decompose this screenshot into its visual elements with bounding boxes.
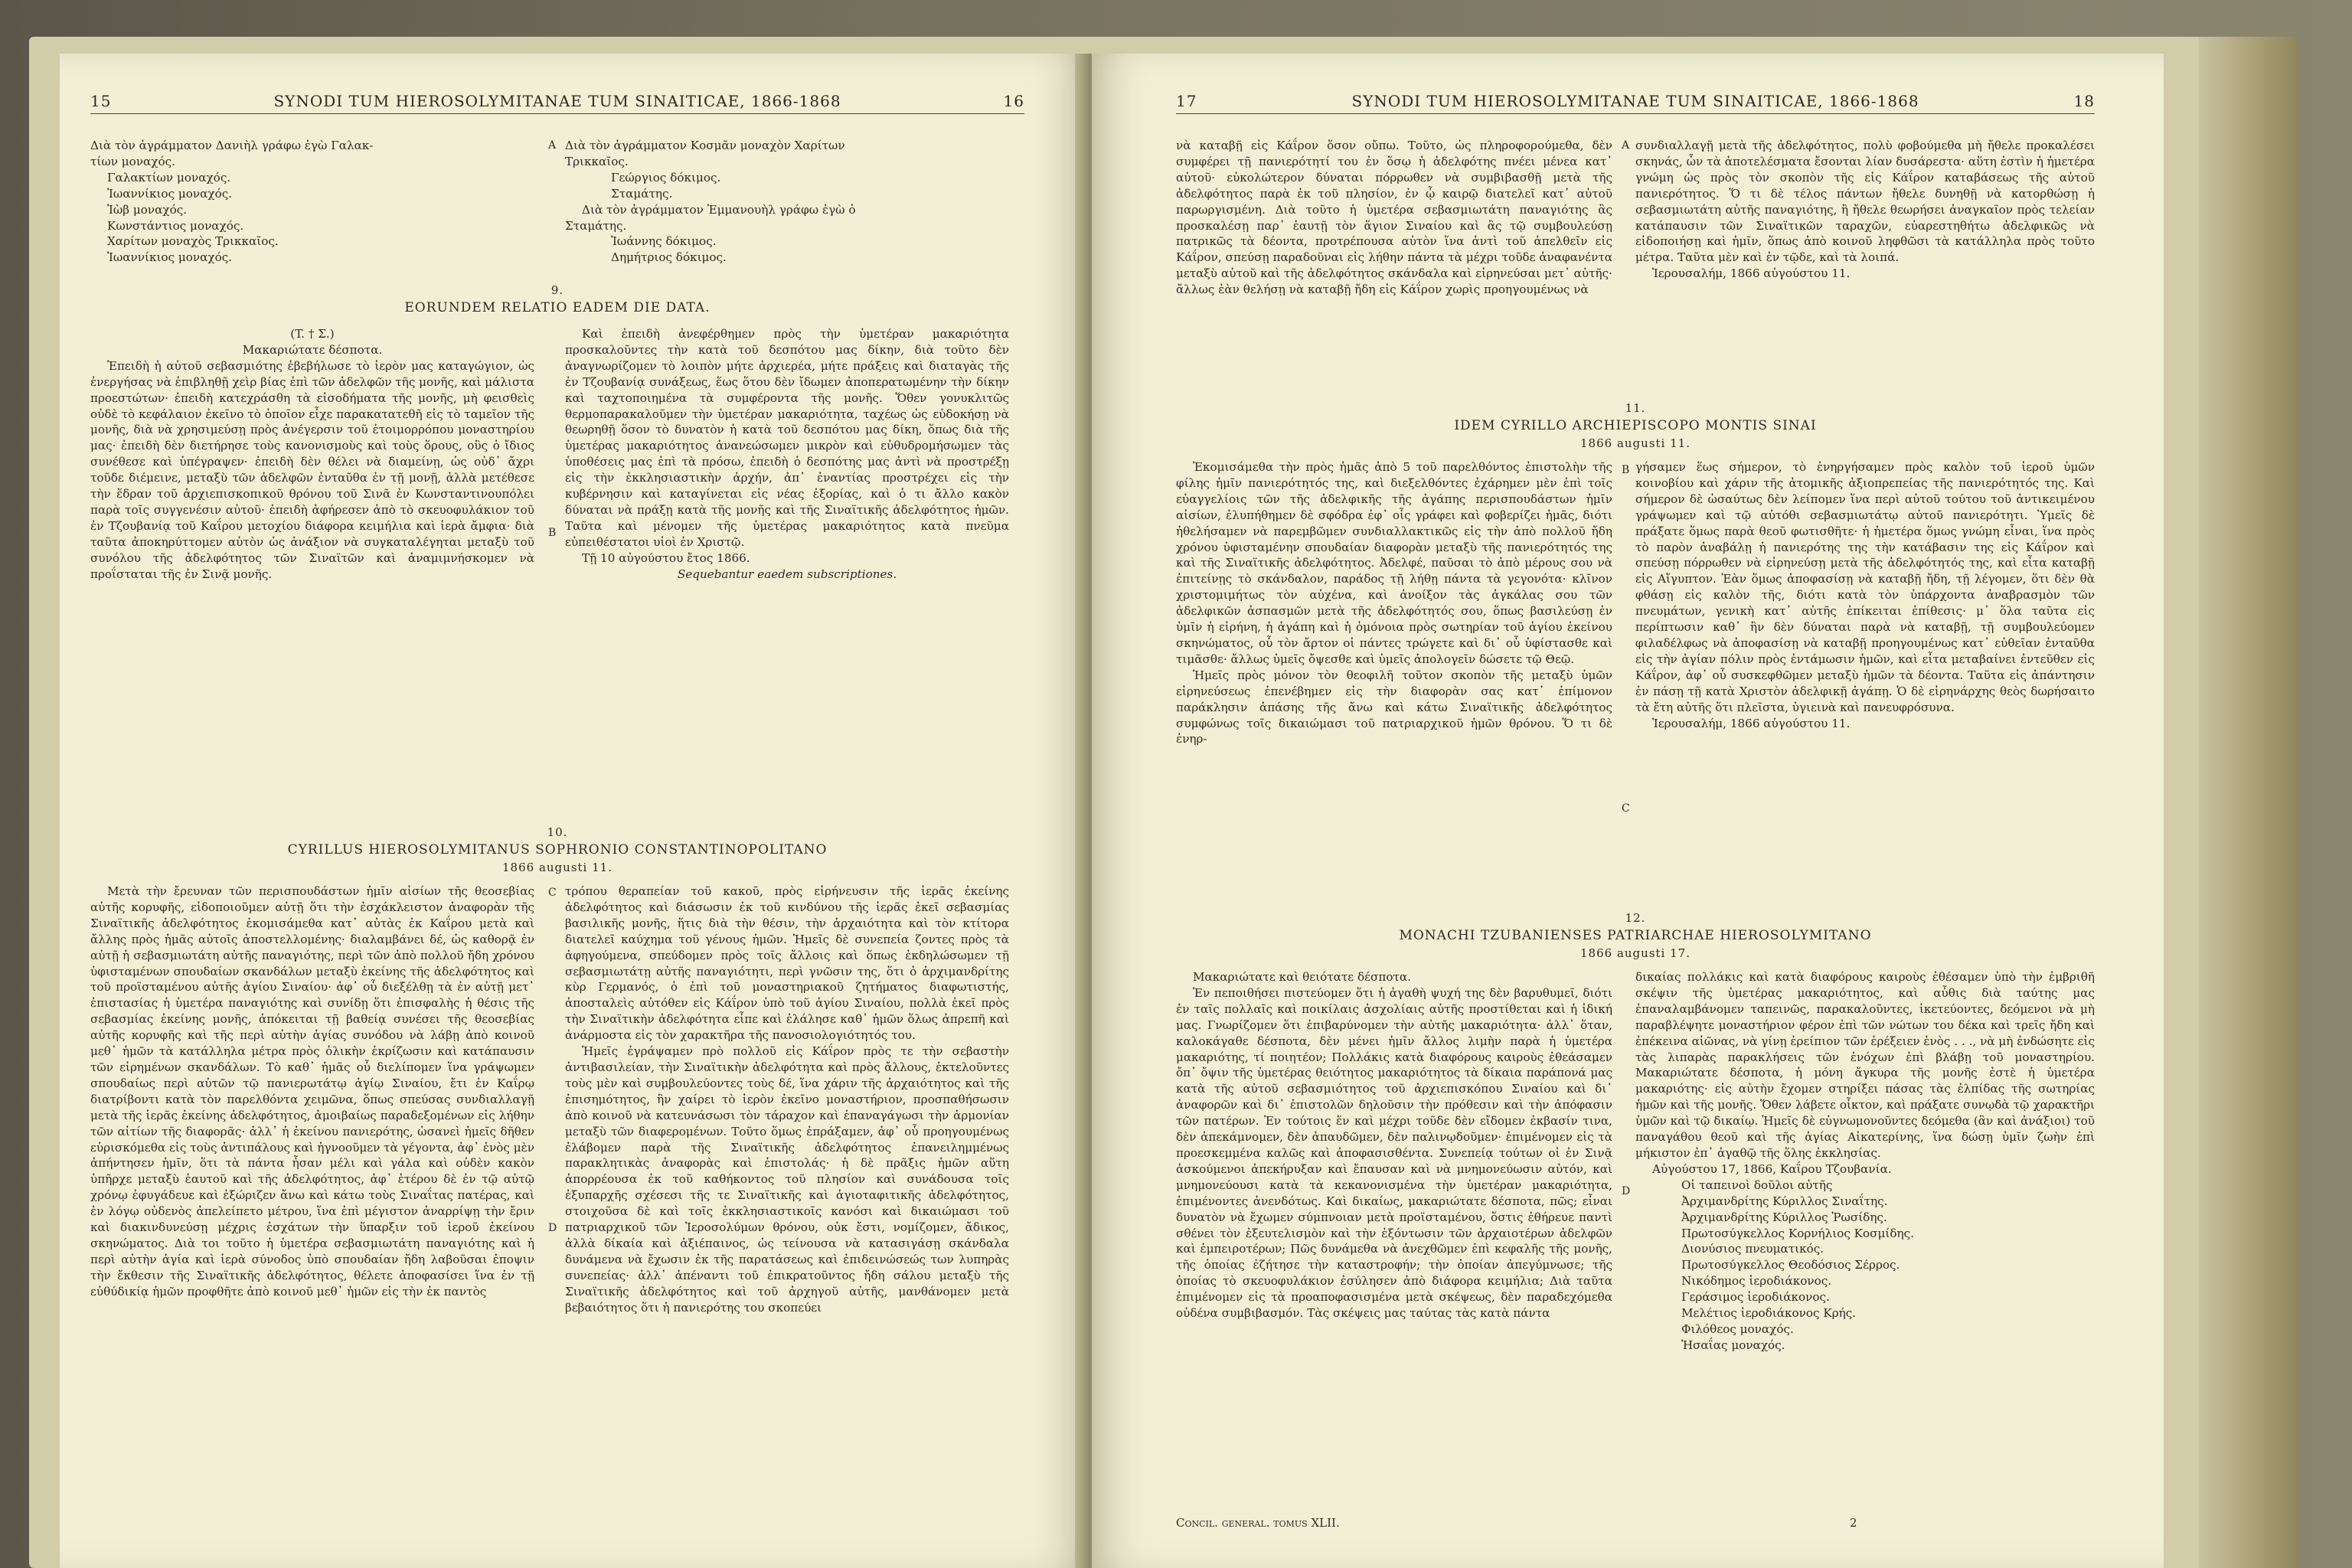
header-rule — [1176, 113, 2095, 114]
date-line: Αὐγούστου 17, 1866, Καΐρου Τζουβανία. — [1652, 1161, 1892, 1176]
signature-line: Νικόδημος ἱεροδιάκονος. — [1681, 1274, 1832, 1289]
left-page — [60, 54, 1086, 1568]
address-line: Μακαριώτατε δέσποτα. — [242, 342, 383, 357]
signature-line: Ἰωαννίκιος μοναχός. — [107, 250, 233, 265]
section-10-right-col — [565, 884, 1009, 1315]
body-paragraph: Ἐκομισάμεθα τὴν πρὸς ἡμᾶς ἀπὸ 5 τοῦ παρελθόντος ἐπιστολὴν τῆς φίλης ἡμῖν πανιερότητός της, καὶ διεξελθόντες ἐχάρημεν μὲν ἐπὶ τοῖς εὐαγγελίοις τῶν τῆς ἀδελφικῆς τῆς ἀγάπης περισπουδάστων ἡμῖν αἰσίων, ἐλυπήθημεν δὲ σφόδρα ἐφ᾿ οἷς γράφει καὶ φοβερίζει ἡμᾶς, διότι ἠθελήσαμεν νὰ παρεμβῶμεν συνδιαλλακτικῶς εἰς τὴν ἀπὸ πολλοῦ ἤδη χρόνου ὑφισταμένην σπουδαίαν διαφορὰν μεταξὺ τῆς πανιερότητός της καὶ τῆς Σιναϊτικῆς ἀδελφότητος. Ἀδελφέ, παῦσαι τὸ ἀπὸ μέρους σου νὰ ἐπιτείνῃς τὸ σκάνδαλον, παράδος τῇ λήθῃ πάντα τὰ γεγονότα· κλῖνον χριστομιμήτως τὸν αὐχένα, καὶ ἀνοίξον τὰς ἀγκάλας σου τῶν ἀδελφικῶν ἀσπασμῶν μετὰ τῆς ἀδελφότητός σου, ὅπως βασιλεύσῃ ἐν ὑμῖν ἡ εἰρήνη, ἡ ἀγάπη καὶ ἡ ὁμόνοια πρὸς σωτηρίαν τοῦ ἁγίου ἐκείνου σκηνώματος, οὗ τὸν ἄρτον οἱ πάντες τρώγετε καὶ δι᾿ οὗ ὑφίστασθε καὶ τιμᾶσθε· ἄλλως ὑμεῖς ὄψεσθε καὶ ὑμεῖς ἀπολογεῖν δώσετε τῷ Θεῷ. — [1176, 460, 1612, 666]
body-paragraph: Ἡμεῖς ἐγράψαμεν πρὸ πολλοῦ εἰς Κάΐρον πρὸς τε τὴν σεβαστὴν ἀντιβασιλείαν, τὴν Σιναϊτικὴν ἀδελφότητα καὶ πρὸς ἄλλους, ἐκτελοῦντες τοὺς μὲν καὶ συμβουλεύοντες τοὺς δέ, ἵνα χάριν τῆς ἀρχαιότητος καὶ τῆς ἐπισημότητος, ἣν χαίρει τὸ ἱερὸν ἐκεῖνο μοναστήριον, προσπαθήσωσιν ἀπὸ κοινοῦ νὰ κατευνάσωσι τὸν τάραχον καὶ ἐπαναγάγωσι τὴν ἁρμονίαν μεταξὺ τῶν διαφερομένων. Τοῦτο ὅμως ἐπράξαμεν, ἀφ᾿ οὗ προηγουμένως ἐλάβομεν παρὰ τῆς Σιναϊτικῆς ἀδελφότητος ἐπανειλημμένως παρακλητικὰς ἀναφορὰς καὶ ἐπιστολάς· ἡ δὲ πρᾶξις ἡμῶν αὕτη ἀπορρέουσα ἐκ τοῦ καθήκοντος τοῦ πλησίον καὶ συνάδουσα τοῖς ἐξυπαρχῆς σχέσεσι τῆς τε Σιναϊτικῆς καὶ ἁγιοταφιτικῆς ἀδελφότητος, στοιχοῦσα δὲ καὶ τοῖς ἐκκλησιαστικοῖς κανόσι καὶ δικαιώμασι τοῦ πατριαρχικοῦ τῶν Ἱεροσολύμων θρόνου, οὐκ ἔστι, νομίζομεν, ἄδικος, ἀλλὰ δίκαία καὶ ἀξιέπαινος, ὡς τείνουσα νὰ κατασιγάσῃ σκάνδαλα δυνάμενα νὰ ἔχωσιν ἐκ τῆς παρατάσεως καὶ ἐπιδεινώσεώς των λυπηρὰς συνεπείας· ἀλλ᾿ ἀπέναντι τοῦ ἐπικρατοῦντος ἤδη σάλου μεταξὺ τῆς Σιναϊτικῆς ἀδελφότητος καὶ τοῦ ἀρχηγοῦ αὐτῆς, μανθάνομεν μετὰ βεβαιότητος ὅτι ἡ πανιερότης του σκοπεύει — [565, 1044, 1009, 1315]
section-11-title: IDEM CYRILLO ARCHIEPISCOPO MONTIS SINAI — [1454, 418, 1817, 433]
date-line: Ἱερουσαλήμ, 1866 αὐγούστου 11. — [1652, 716, 1851, 730]
section-11-date: 1866 augusti 11. — [1580, 436, 1690, 450]
body-paragraph: γήσαμεν ἕως σήμερον, τὸ ἐνηργήσαμεν πρὸς καλὸν τοῦ ἱεροῦ ὑμῶν κοινοβίου καὶ χάριν τῆς ἀτομικῆς ἀξιοπρεπείας τῆς πανιερότητός της. Καὶ σήμερον δὲ ὡσαύτως δὲν λείπομεν ἵνα περὶ αὐτοῦ τούτου τοῦ ἀντικειμένου γράψωμεν καὶ τῷ αὐτόθι σεβασμιωτάτῳ αὐτοῦ πανιερότητι. Ὑμεῖς δὲ πράξατε ὅμως παρὰ θεοῦ φωτισθῆτε· ἡ ἡμετέρα ὅμως γνώμη εἶναι, ἵνα πρὸς τὸ παρὸν ἀναβάλῃ ἡ πανιερότης της τὴν κατάβασιν της εἰς Κάΐρον καὶ σπεύσῃ πόρρωθεν νὰ εἰρηνεύσῃ μετὰ τῆς ἀδελφότητός της, καὶ εἶτα καταβῇ εἰς Αἴγυπτον. Ἐὰν ὅμως ἀποφασίσῃ νὰ καταβῇ ἤδη, τῇ λέγομεν, ὅτι δὲν θὰ φθάσῃ εἰς καλὸν τῆς, διότι κατὰ τὸν ὑπάρχοντα ἀναβρασμὸν τῶν πνευμάτων, γενικὴ κατ᾿ αὐτῆς ἐπίκειται ἐπίθεσις· μ᾿ ὅλα ταῦτα εἰς περίπτωσιν καθ᾿ ἣν δὲν δύναται παρὰ νὰ καταβῇ, τῇ συμβουλεύομεν φιλαδέλφως νὰ ἀποφασίσῃ νὰ καταβῇ προηγουμένως κατ᾿ εὐθεῖαν ἐνταῦθα εἰς τὴν ἁγίαν πόλιν πρὸς ἐντάμωσιν ἡμῶν, καὶ εἶτα μεταβαίνει ἐντεῦθεν εἰς Κάΐρον, ἀφ᾿ οὗ συσκεφθῶμεν μεταξὺ ἡμῶν τὰ δέοντα. Ταῦτα εἰς ἀπάντησιν ἐν πάσῃ τῇ κατὰ Χριστὸν ἀδελφικῇ ἀγάπῃ. Ὁ δὲ εἰρηνάρχης θεὸς δωρήσαιτο τὰ ἔτη αὐτῆς ὅτι πλεῖστα, ὑγιεινὰ καὶ πανευφρόσυνα. — [1635, 460, 2095, 714]
signature-line: Ἰωάννης δόκιμος. — [611, 234, 717, 249]
margin-marker-d: D — [548, 1222, 557, 1234]
page-number-16: 16 — [1003, 92, 1024, 110]
running-title: SYNODI TUM HIEROSOLYMITANAE TUM SINAITICAE, 1866-1868 — [1351, 92, 1919, 110]
signature-line: Διὰ τὸν ἀγράμματον Ἐμμανουὴλ γράφω ἐγὼ ὁ — [582, 202, 856, 217]
signature-line: Ἰὼβ μοναχός. — [107, 202, 188, 217]
body-paragraph: συνδιαλλαγῇ μετὰ τῆς ἀδελφότητος, πολὺ φοβούμεθα μὴ ἤθελε προκαλέσει σκηνάς, ὧν τὰ ἀποτελέσματα ἔσονται λίαν δυσάρεστα· αὕτη ἐστὶν ἡ ἡμετέρα γνώμη ὡς πρὸς τὸν σκοπὸν τῆς εἰς Κάΐρον καταβάσεως τῆς αὐτοῦ πανιερότητος. Ὅ τι δὲ τέλος πάντων ἤθελε δυνηθῇ νὰ κατορθώσῃ ἡ σεβασμιωτάτη αὐτῆς παναγιότης, ἢ ἤθελε θεωρήσει ἀναγκαῖον πρὸς τελείαν κατάπαυσιν τῶν Σιναϊτικῶν ταραχῶν, εὐαρεστηθήτω ἀδελφικῶς νὰ εἰδοποιήσῃ καὶ ἡμῖν, ὅπως ἀπὸ κοινοῦ ληφθῶσι τὰ κατάλληλα πρὸς τοῦτο μέτρα. Ταῦτα μὲν καὶ ἐν τῷδε, καὶ τὰ λοιπά. — [1635, 139, 2095, 265]
signature-line: Οἱ ταπεινοὶ δοῦλοι αὐτῆς — [1681, 1178, 1833, 1192]
section-9-right-col — [565, 326, 1009, 583]
signature-line: Τρικκαῖος. — [565, 154, 629, 168]
signature-line: Διὰ τὸν ἀγράμματον Δανιὴλ γράφω ἐγὼ Γαλακ- — [90, 139, 374, 152]
body-paragraph: τρόπου θεραπείαν τοῦ κακοῦ, πρὸς εἰρήνευσιν τῆς ἱερᾶς ἐκείνης ἀδελφότητος καὶ διάσωσιν ἐκ τοῦ κινδύνου τῆς ἱερᾶς ἐκεῖ σεβασμίας βασιλικῆς μονῆς, ἥτις διὰ τὴν θέσιν, τὴν ἀρχαιότητα καὶ τὸν κτίτορα διατελεῖ καύχημα τοῦ γένους ἡμῶν. Ἡμεῖς δὲ συνεπεία ζοντες πρὸς τὰ ἀφηγούμενα, σπεύδομεν πρὸς τοῖς ἄλλοις καὶ ὅπως ἐκδηλώσωμεν τῇ σεβασμιωτάτῃ αὐτῆς παναγιότητι, περὶ γνῶσιν της, ὅτι ὁ ἀρχιμανδρίτης κὺρ Γερμανός, ὁ ἐπὶ τοῦ μοναστηριακοῦ ζητήματος διαφωτιστής, ἀποσταλεὶς αὐτόθεν εἰς Κάΐρον ὑπὸ τοῦ ἁγίου Σιναίου, πολλὰ ἐκεῖ πρὸς τὴν Σιναϊτικὴν ἀδελφότητα εἶπε καὶ ἐλάλησε καθ᾿ ἡμῶν ὅλως ἀπρεπῆ καὶ ἀνάρμοστα εἰς τὸν χαρακτῆρα τῆς πανοσιολογιότητός του. — [565, 884, 1009, 1043]
signature-line: Ἀρχιμανδρίτης Κύριλλος Ῥωσίδης. — [1681, 1210, 1887, 1224]
signatures-left-col — [90, 138, 534, 266]
signature-line: Σταμάτης. — [565, 218, 627, 233]
signature-line: Ἰωαννίκιος μοναχός. — [107, 186, 233, 201]
section-9-number: 9. — [550, 283, 564, 297]
body-paragraph: Καὶ ἐπειδὴ ἀνεφέρθημεν πρὸς τὴν ὑμετέραν μακαριότητα προσκαλοῦντες τὴν κατὰ τοῦ δεσπότου μας δίκην, διὰ τοῦτο δὲν ἀναγνωρίζομεν τὸ λοιπὸν μήτε ἀρχιερέα, μήτε πράξεις καὶ διαταγὰς τῆς ἐν Τζουβανίᾳ συνάξεως, ἕως ὅτου δὲν ἴδωμεν ἀποπερατωμένην τὴν δίκην καὶ ταχτοποιημένα τὰ συμφέροντα τῆς μονῆς. Ὅθεν γονυκλιτῶς θερμοπαρακαλοῦμεν τὴν ὑμετέραν μακαριότητα, ταχέως ὡς εὐδοκήσῃ νὰ θεωρηθῇ ὅσον τὸ δυνατὸν ἡ κατὰ τοῦ δεσπότου μας δίκη, ὅπως διὰ τῆς ὑμετέρας μακαριότητος ἀνανεώσωμεν μικρὸν καὶ εὐθυδρομήσωμεν τὰς ὑποθέσεις μας ἐπὶ τὰ πρόσω, ἐπειδὴ ὁ δεσπότης μας ἀντὶ νὰ προστρέξῃ εἰς τὴν ἐκκλησιαστικὴν ἀρχήν, ἀπ᾿ ἐναντίας προστρέχει εἰς τὴν κυβέρνησιν καὶ καταγίνεται εἰς νέας ἐξορίας, καὶ ὁ τι ἄλλο κακὸν δύναται νὰ πράξῃ κατὰ τῆς μονῆς καὶ τῆς Σιναϊτικῆς ἀδελφότητος ἡμῶν. Ταῦτα καὶ μένομεν τῆς ὑμετέρας μακαριότητος κατὰ πνεῦμα εὐπειθέστατοι υἱοὶ ἐν Χριστῷ. — [565, 327, 1009, 549]
right-page — [1092, 54, 2164, 1568]
signature-line: Διονύσιος πνευματικός. — [1681, 1242, 1824, 1256]
address-line: Μακαριώτατε καὶ θειότατε δέσποτα. — [1193, 970, 1411, 984]
margin-marker-b: B — [548, 527, 557, 539]
section-12-date: 1866 augusti 17. — [1580, 946, 1690, 960]
book-cover-edge — [2199, 37, 2298, 1568]
section-9-left-col — [90, 326, 534, 583]
signature-line: Γεώργιος δόκιμος. — [611, 170, 721, 185]
signature-line: Γεράσιμος ἱεροδιάκονος. — [1681, 1290, 1830, 1305]
signature-line: Πρωτοσύγκελλος Θεοδόσιος Σέρρος. — [1681, 1258, 1900, 1272]
header-rule — [90, 113, 1024, 114]
section-11-left-col — [1176, 459, 1612, 747]
signature-line: Γαλακτίων μοναχός. — [107, 170, 231, 185]
margin-marker-a: A — [548, 139, 557, 152]
section-12-title: MONACHI TZUBANIENSES PATRIARCHAE HIEROSOLYMITANO — [1399, 928, 1872, 943]
page-number-18: 18 — [2073, 92, 2095, 110]
section-12-left-col — [1176, 969, 1612, 1321]
section-10-title: CYRILLUS HIEROSOLYMITANUS SOPHRONIO CONSTANTINOPOLITANO — [287, 842, 828, 858]
signature-line: τίων μοναχός. — [90, 154, 175, 168]
signature-line: Φιλόθεος μοναχός. — [1681, 1321, 1794, 1336]
section-12-number: 12. — [1625, 911, 1646, 925]
section-10-number: 10. — [547, 825, 568, 839]
footer-signature-mark: 2 — [1850, 1516, 1857, 1530]
continuation-right-col — [1635, 138, 2095, 282]
sequebantur-note: Sequebantur eaedem subscriptiones. — [677, 567, 897, 581]
running-head-left — [90, 92, 1024, 119]
left-page-body — [90, 69, 1024, 1553]
running-head-right — [1176, 92, 2095, 119]
margin-marker-a: A — [1622, 139, 1630, 152]
signature-line: Ἠσαΐας μοναχός. — [1681, 1338, 1785, 1352]
right-page-body — [1176, 69, 2095, 1553]
signature-line: Διὰ τὸν ἀγράμματον Κοσμᾶν μοναχὸν Χαρίτων — [565, 139, 845, 152]
section-10-left-col — [90, 884, 534, 1300]
signature-line: Δημήτριος δόκιμος. — [611, 250, 727, 265]
body-paragraph: δικαίας πολλάκις καὶ κατὰ διαφόρους καιροὺς ἐθέσαμεν ὑπὸ τὴν ἐμβριθῆ σκέψιν τῆς ὑμετέρας μακαριότητος, καὶ αὖθις διὰ ταύτης μας ἐπαναλαμβάνομεν ταπεινῶς, παρακαλοῦντες, ἱκετεύοντες, δεόμενοι νὰ μὴ παραβλέψητε μοναστήριον φέρον ἐπὶ τῶν νώτων του δέκα καὶ τρεῖς ἤδη καὶ ἐπέκεινα αἰῶνας, νὰ γίνῃ ἐρείπιον τῶν ἐρέξειεν ἑνὸς . . ., νὰ μὴ ἐνδώσητε εἰς τὰς λιπαρὰς παρακλήσεις τῶν ἐνόχων ἐπὶ βλάβῃ τοῦ μοναστηρίου. Μακαριώτατε δέσποτα, ἡ μόνη ἄγκυρα τῆς μονῆς ἐστὲ ἡ ὑμετέρα μακαριότης· εἰς αὐτὴν ἔχομεν στηρίξει πάσας τὰς ἐλπίδας τῆς σωτηρίας ἡμῶν καὶ τῆς μονῆς. Ὅθεν λάβετε οἶκτον, καὶ πράξατε συνῳδὰ τῷ χαρακτῆρι ὑμῶν καὶ τῷ δικαίῳ. Ἡμεῖς δὲ εὐγνωμονοῦντες δεόμεθα (ἂν καὶ ἀνάξιοι) τοῦ παναγάθου θεοῦ καὶ τῆς ἁγίας Αἰκατερίνης, ἵνα δώσῃ ὑμῖν ζωὴν ἐπὶ μήκιστον ἐπ᾿ ἀγαθῷ τῆς ὅλης ἐκκλησίας. — [1635, 970, 2095, 1160]
section-11-right-col — [1635, 459, 2095, 731]
running-title: SYNODI TUM HIEROSOLYMITANAE TUM SINAITICAE, 1866-1868 — [273, 92, 841, 110]
body-paragraph: Μετὰ τὴν ἔρευναν τῶν περισπουδάστων ἡμῖν αἰσίων τῆς θεοσεβίας αὐτῆς κορυφῆς, εἰδοποιοῦμεν αὐτῇ ὅτι τὴν ἐσχάκλειστον ἀναφορὰν τῆς Σιναϊτικῆς ἀδελφότητος ἐκομισάμεθα κατ᾿ αὐτὰς ἐκ Καΐρου μετὰ καὶ ἄλλης πρὸς ἡμᾶς αὐτοῖς ἀποστελλομένης· διαλαμβάνει δέ, ὡς καθορᾷ ἐν αὐτῇ ἡ σεβασμιωτάτη αὐτῆς παναγιότης, περὶ τῶν ἀπὸ πολλοῦ ἤδη χρόνου ὑφισταμένων σπουδαίων σκανδάλων μεταξὺ ἐκείνης τῆς ἀδελφότητος καὶ τοῦ προϊσταμένου αὐτῆς ἁγίου Σιναίου· ἀφ᾿ οὗ διεξέλθῃ τὰ ἐν αὐτῇ μετ᾿ ἐπιστασίας ἡ ὑμετέρα παναγιότης καὶ συνίδῃ ὅτι ἐπισφαλὴς ἡ θέσις τῆς σεβασμίας ἐκείνης μονῆς, ἀπόκειται τῇ βαθείᾳ συνέσει τῆς θεοσεβίας αὐτῆς κορυφῆς καὶ τῆς περὶ αὐτὴν ἁγίας συνόδου νὰ λάβῃ ἀπὸ κοινοῦ μεθ᾿ ἡμῶν τὰ κατάλληλα μέτρα πρὸς ὁλικὴν ἐκρίζωσιν καὶ κατάπαυσιν τῶν εἰρημένων σκανδάλων. Τὸ καθ᾿ ἡμᾶς οὖ διελίπομεν ἵνα γράψωμεν σπουδαίως περὶ αὐτῶν τῷ πανιερωτάτῳ ἁγίῳ Σιναίου, ἔτι ἐν Καΐρῳ διατρίβοντι κατὰ τὸν παρελθόντα χειμῶνα, ὅπως σπεύσας συνδιαλλαγῇ μετὰ τῆς ἱερᾶς ἐκείνης ἀδελφότητος, ἀμοιβαίως παραδεξομένων εἰς λήθην τῶν αἰτίων τῆς διαφορᾶς· ἀλλ᾿ ἡ ἐκείνου πανιερότης, ὡσανεὶ ἡμεῖς δῆθεν εὑρισκόμεθα εἰς τοὺς ἀντιπάλους καὶ ἠγνοοῦμεν τὰ γέγοντα, ἀφ᾿ ἑνὸς μὲν ἀπήντησεν ἡμῖν, ὅτι τὰ πάντα ἦσαν μέλι καὶ γάλα καὶ οὐδὲν κακὸν ὑπῆρχε μεταξὺ ἑαυτοῦ καὶ τῆς ἀδελφότητος, ἀφ᾿ ἑτέρου δὲ ἐν τῷ αὐτῷ χρόνῳ ἐφυγάδευε καὶ ἐξώριζεν ἄνω καὶ κάτω τοὺς Σιναΐτας πατέρας, καὶ ἐν λόγῳ οὐδενὸς ἀπελείπετο μέτρου, ἵνα ἐπὶ μέγιστον ἀναρρίψῃ τὴν ἔριν καὶ διακινδυνεύσῃ μέχρις ἐσχάτων τὴν ὕπαρξιν τοῦ ἱεροῦ ἐκείνου σκηνώματος. Διὰ τοι τοῦτο ἡ ὑμετέρα σεβασμιωτάτη παναγιότης καὶ ἡ περὶ αὐτὴν ἁγία καὶ ἱερὰ σύνοδος ὑπὸ σπουδαίαν ἤδη λαβοῦσαι ἐποψιν τὴν ἔκθεσιν τῆς Σιναϊτικῆς ἀδελφότητος, θέλετε ἀποφασίσει ἵνα ἐν τῇ εὐθύδικίᾳ ἡμῶν προφθῆτε ἀπὸ κοινοῦ μεθ᾿ ἡμῶν εἰς τὴν ἐκ παντὸς — [90, 884, 534, 1298]
page-number-15: 15 — [90, 92, 112, 110]
signatures-right-col — [565, 138, 1009, 266]
signature-line: Πρωτοσύγκελλος Κορνήλιος Κοσμίδης. — [1681, 1226, 1914, 1240]
margin-marker-b: B — [1622, 464, 1630, 476]
margin-marker-c: C — [548, 887, 557, 899]
margin-marker-d: D — [1622, 1185, 1631, 1197]
body-paragraph: νὰ καταβῇ εἰς Κάΐρον ὅσον οὔπω. Τοῦτο, ὡς πληροφορούμεθα, δὲν συμφέρει τῇ πανιερότητί του ἐν ὅσῳ ἡ ἀδελφότης πνέει μένεα κατ᾿ αὐτοῦ· εὐκολώτερον δύναται πόρρωθεν νὰ συμβιβασθῇ μετὰ τῆς ἀδελφότητος παρὰ ἐκ τοῦ πλησίον, ἐν ᾧ καιρῷ διατελεῖ κατ᾿ αὐτοῦ παρωργισμένη. Διὰ τοῦτο ἡ ὑμετέρα σεβασμιωτάτη παναγιότης ἂς προσκαλέσῃ παρ᾿ ἑαυτῇ τὸν ἅγιον Σιναίου καὶ ἂς τῷ συμβουλεύσῃ πατρικῶς τὰ δέοντα, προτρέπουσα αὐτὸν ἵνα ἀντὶ τοῦ ἀπελθεῖν εἰς Κάΐρον, σπεύσῃ παραδοῦναι εἰς λήθην πάντα τὰ μέχρι τοῦδε ἀναφανέντα μεταξὺ αὐτοῦ καὶ τῆς ἀδελφότητος σκάνδαλα καὶ εἰρηνεύσαι μετ᾿ αὐτῆς· ἄλλως ἐὰν θελήσῃ νὰ καταβῇ ἤδη εἰς Κάΐρον χωρὶς προηγουμένως νὰ — [1176, 139, 1612, 297]
signature-line: Ἀρχιμανδρίτης Κύριλλος Σιναΐτης. — [1681, 1194, 1888, 1208]
date-line: Τῇ 10 αὐγούστου ἔτος 1866. — [582, 550, 750, 565]
page-number-17: 17 — [1176, 92, 1197, 110]
body-paragraph: Ἡμεῖς πρὸς μόνον τὸν θεοφιλῆ τοῦτον σκοπὸν τῆς μεταξὺ ὑμῶν εἰρηνεύσεως ἐπενέβημεν εἰς τὴν διαφορὰν σας κατ᾿ ἐπίμονον παράκλησιν ἁπάσης τῆς ἄνω καὶ κάτω Σιναϊτικῆς ἀδελφότητος συμφώνως τοῖς δικαιώμασι τοῦ πατριαρχικοῦ ἡμῶν θρόνου. Ὅ τι δὲ ἐνηρ- — [1176, 668, 1612, 746]
section-10-date: 1866 augusti 11. — [502, 861, 612, 874]
footer-volume: Concil. general. tomus XLII. — [1176, 1516, 1340, 1530]
seal-sigil: (T. † Σ.) — [290, 327, 335, 341]
body-paragraph: Ἐπειδὴ ἡ αὐτοῦ σεβασμιότης ἐβεβήλωσε τὸ ἱερὸν μας καταγώγιον, ὡς ἐνεργήσας νὰ ἐπιβληθῇ χεὶρ βίας ἐπὶ τῶν ἀδελφῶν τῆς μονῆς, καὶ μάλιστα προεστώτων· ἐπειδὴ κατεχράσθη τὰ εἰσοδήματα τῆς μονῆς, μὴ φεισθεὶς οὐδὲ τὸ κεφάλαιον ἐκεῖνο τὸ ὁποῖον εἶχε παρακατατεθῆ εἰς τὸ ταμεῖον τῆς μονῆς, διὰ νὰ χρησιμεύσῃ πρὸς ἀνέγερσιν τοῦ ἐτοιμορρόπου μοναστηρίου μας· ἐπειδὴ δὲν διετήρησε τοὺς κανονισμοὺς καὶ τοὺς ὅρους, οὓς ὁ ἴδιος συνέθεσε καὶ ὑπέγραψεν· ἐπειδὴ δὲν θέλει νὰ διαμείνῃ, ὡς οὐδ᾿ ἄχρι τοῦδε διέμεινε, μεταξὺ τῶν ἀδελφῶν ἐνταῦθα ἐν τῇ μονῇ, ἀλλὰ μετέθεσε τὴν ἕδραν τοῦ ἀρχιεπισκοπικοῦ θρόνου τοῦ Σινᾶ ἐν Κωνσταντινουπόλει παρὰ τοῖς συγγενέσιν αὐτοῦ· ἐπειδὴ ἀφήρεσεν ἀπὸ τὸ σκευοφυλάκιον τοῦ ἐν Τζουβανίᾳ τοῦ Καΐρου μετοχίου διάφορα κειμήλια καὶ ἱερὰ ἄμφια· διὰ ταῦτα ἀποκηρύττομεν αὐτὸν ὡς ἀνάξιον νὰ συγκαταλέγηται μεταξὺ τοῦ συνόλου τῆς ἀδελφότητος τῶν Σιναϊτῶν καὶ ἀναμιμνήσκομεν νὰ προΐσταται τῆς ἐν Σινᾷ μονῆς. — [90, 358, 534, 581]
section-12-right-col — [1635, 969, 2095, 1354]
section-9-title: EORUNDEM RELATIO EADEM DIE DATA. — [404, 300, 710, 315]
section-11-number: 11. — [1625, 401, 1646, 415]
continuation-left-col — [1176, 138, 1612, 298]
signature-line: Κωνστάντιος μοναχός. — [107, 218, 244, 233]
date-line: Ἱερουσαλήμ, 1866 αὐγούστου 11. — [1652, 266, 1851, 281]
margin-marker-c: C — [1622, 802, 1630, 815]
signature-line: Σταμάτης. — [611, 186, 673, 201]
body-paragraph: Ἐν πεποιθήσει πιστεύομεν ὅτι ἡ ἀγαθὴ ψυχή της δὲν βαρυθυμεῖ, διότι ἐν ταῖς πολλαῖς καὶ ποικίλαις ἀσχολίαις αὐτῆς προστίθεται καὶ ἡ ἰδική μας. Γνωρίζομεν ὅτι ἐπιβαρύνομεν τὴν αὐτῆς μακαριότητα· ἀλλ᾿ ὅταν, καλοκάγαθε δέσποτα, δὲν μένει ἡμῖν ἄλλος λιμὴν παρὰ ἡ ὑμετέρα μακαριότης, τί ποιητέον; Πολλάκις κατὰ διαφόρους καιροὺς ἐθεάσαμεν ὄπ᾿ ὄψιν τῆς ὑμετέρας θειότητος μακαριότητος τὰ δίκαια παράπονά μας κατὰ τῆς αὐτοῦ σεβασμιότητος τοῦ ἀρχιεπισκόπου Σιναίου καὶ δι᾿ ἀναφορῶν καὶ δι᾿ ἐπιστολῶν δηλοῦσιν τὴν πρόθεσιν καὶ τὴν ἀπόφασιν τῶν πατέρων. Ἐν τούτοις ἕν καὶ μέχρι τοῦδε δὲν εἴδομεν ἐκβασίν τινα, δὲν ἀπεκάμνομεν, δὲν ἀπαυδῶμεν, δὲν παλινῳδοῦμεν· ἐπιμένομεν εἰς τὰ προεσκεμμένα καλῶς καὶ ἀποφασισθέντα. Συνεπείᾳ τούτων οἱ ἐν Σινᾷ ἀσκούμενοι ἀπεκήρυξαν καὶ ἔπαυσαν καὶ νὰ μνημονεύωσιν αὐτόν, καὶ μνημονεύουσι κατὰ τὰ κεκανονισμένα τὴν ὑμετέραν μακαριότητα, ἐπιμένοντες ἀνενδότως. Καὶ δικαίως, μακαριώτατε δέσποτα, πῶς; εἶναι δυνατὸν νὰ ἔχωμεν σύμπνοιαν μετὰ προϊσταμένου, ὅστις ἐθήρευε παντὶ σθένει τὸν ἐξευτελισμὸν καὶ τὴν ἐξόντωσιν τῶν ἀρχαιοτέρων ἀδελφῶν καὶ ἐμπειροτέρων; Πῶς δυνάμεθα νὰ ἀνεχθῶμεν ἐπὶ κεφαλῆς τῆς μονῆς, τῆς ὁποίας ἐζήτησε τὴν καταστροφήν; τὴν ὁποίαν ἀπεγύμνωσε; τῆς ὁποίας τὸ σκευοφυλάκιον ἐσύλησεν ἀπὸ διάφορα κειμήλια; Διὰ ταῦτα ἐπιμένομεν εἰς τὰ προαποφασισμένα μετὰ σκέψεως, δὲν παραδεχόμεθα οὐδένα συμβιβασμόν. Τὰς σκέψεις μας ταύτας τὰς κατὰ πάντα — [1176, 985, 1612, 1321]
signature-line: Χαρίτων μοναχὸς Τρικκαῖος. — [107, 234, 279, 249]
signature-line: Μελέτιος ἱεροδιάκονος Κρής. — [1681, 1306, 1857, 1321]
